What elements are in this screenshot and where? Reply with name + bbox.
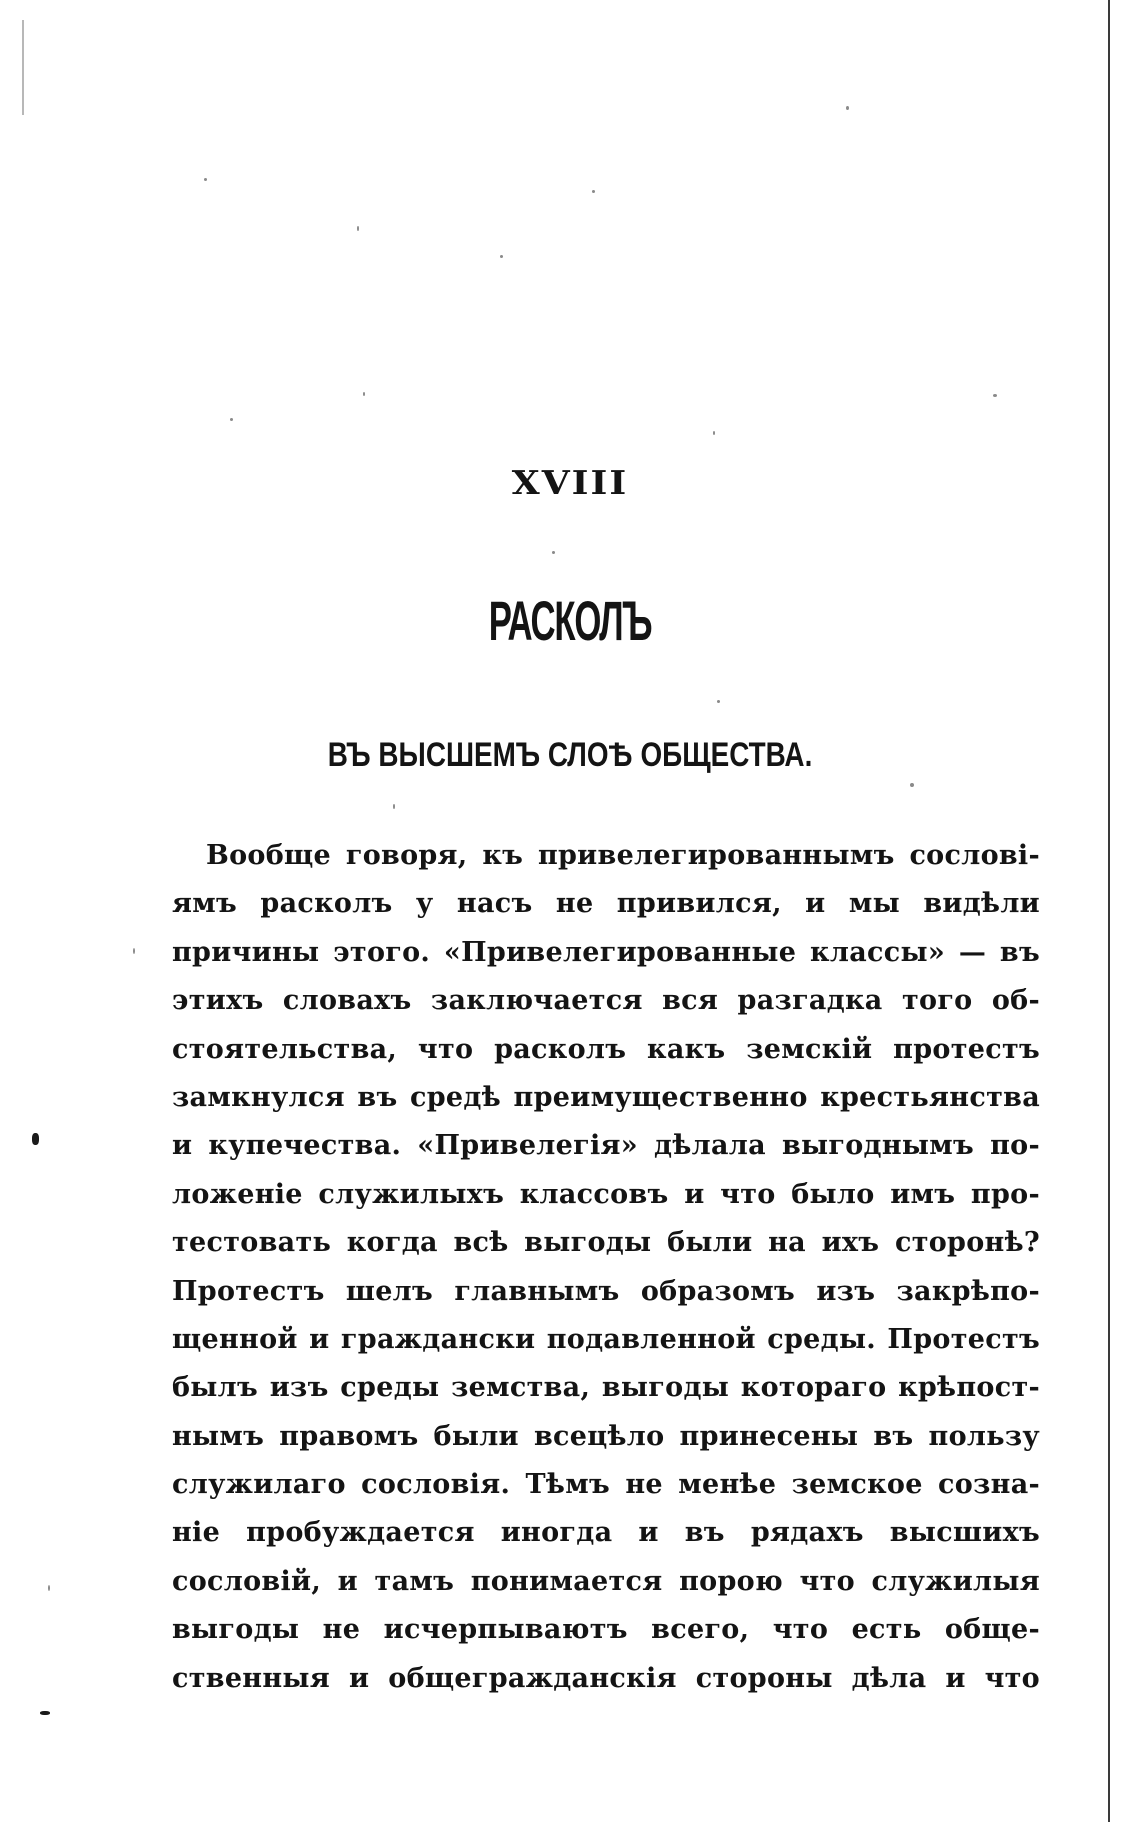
scan-speck <box>846 106 849 110</box>
scan-speck <box>552 551 555 554</box>
text-line: тестовать когда всѣ выгоды были на ихъ сторонѣ? <box>172 1227 1040 1259</box>
scan-speck <box>993 394 997 397</box>
text-line: ложенiе служилыхъ классовъ и что было имъ про- <box>172 1178 1040 1210</box>
scan-speck <box>204 178 207 181</box>
scan-speck <box>230 418 233 421</box>
scan-speck <box>717 700 720 703</box>
text-line: Протестъ шелъ главнымъ образомъ изъ закрѣпо- <box>172 1275 1040 1307</box>
text-line: и купечества. «Привелегiя» дѣлала выгоднымъ по- <box>172 1130 1040 1162</box>
chapter-number: XVIII <box>511 464 629 502</box>
text-line: нiе пробуждается иногда и въ рядахъ высшихъ <box>172 1517 1040 1549</box>
text-line: причины этого. «Привелегированные классы» — въ <box>172 936 1040 968</box>
scan-speck <box>363 392 365 396</box>
text-line: нымъ правомъ были всецѣло принесены въ пользу <box>172 1420 1040 1452</box>
scan-speck <box>713 431 715 435</box>
body-text <box>172 832 1040 1703</box>
text-line: ственныя и общегражданскiя стороны дѣла и что <box>172 1662 1040 1694</box>
scan-speck <box>500 255 503 258</box>
scan-speck <box>48 1585 50 1591</box>
text-line: этихъ словахъ заключается вся разгадка того об- <box>172 985 1040 1017</box>
scan-blot <box>32 1133 39 1145</box>
text-line: стоятельства, что расколъ какъ земскiй протестъ <box>172 1033 1040 1065</box>
scan-speck <box>357 226 359 231</box>
scan-blot <box>40 1711 50 1715</box>
text-line: щенной и граждански подавленной среды. Протестъ <box>172 1323 1040 1355</box>
text-line: служилаго сословiя. Тѣмъ не менѣе земское созна- <box>172 1469 1040 1501</box>
scan-edge-line-left <box>22 20 24 115</box>
text-line: былъ изъ среды земства, выгоды котораго крѣпост- <box>172 1372 1040 1404</box>
scan-speck <box>910 783 914 787</box>
scan-edge-line-right <box>1108 0 1110 1822</box>
text-line: ямъ расколъ у насъ не привился, и мы видѣли <box>172 888 1040 920</box>
text-line: замкнулся въ средѣ преимущественно крестьянства <box>172 1081 1040 1113</box>
text-line: сословiй, и тамъ понимается порою что служилыя <box>172 1565 1040 1597</box>
text-line: Вообще говоря, къ привелегированнымъ сословi- <box>206 840 1040 871</box>
text-line: выгоды не исчерпываютъ всего, что есть обще- <box>172 1614 1040 1646</box>
scan-speck <box>133 948 135 954</box>
chapter-subtitle: ВЪ ВЫСШЕМЪ СЛОѢ ОБЩЕСТВА. <box>327 736 813 774</box>
scan-speck <box>393 804 395 809</box>
chapter-title: РАСКОЛЪ <box>488 589 652 652</box>
scan-speck <box>592 190 595 193</box>
